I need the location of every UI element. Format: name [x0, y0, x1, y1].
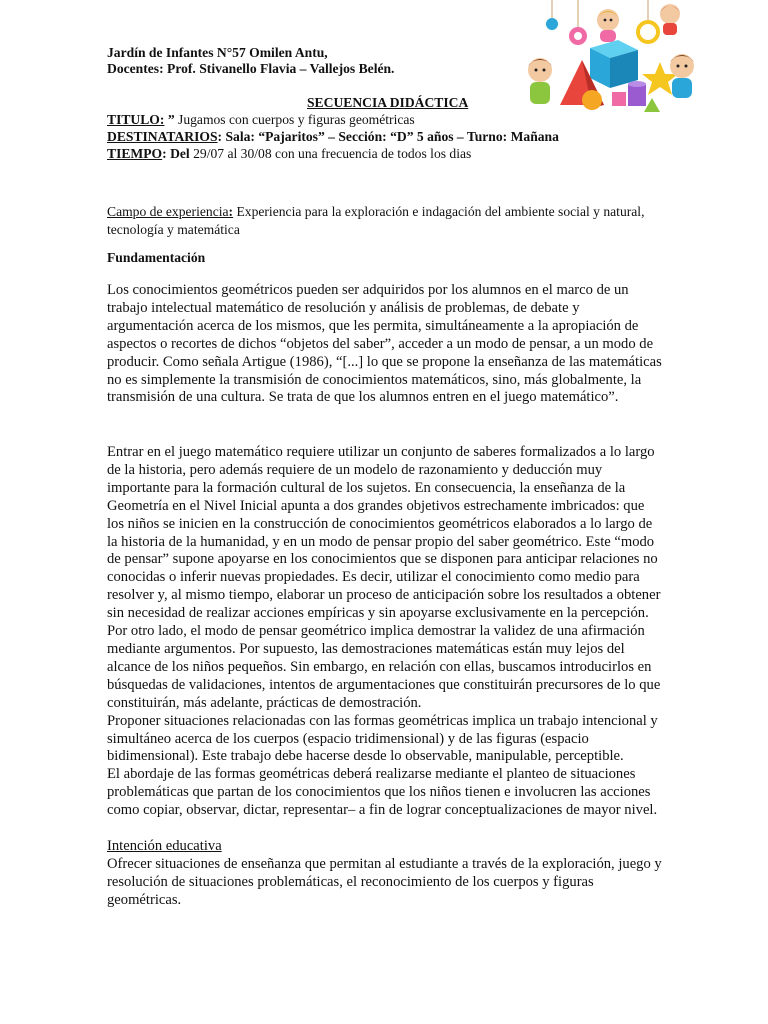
titulo-label: TITULO: — [107, 112, 165, 127]
titulo-row — [107, 111, 707, 128]
tiempo-value: 29/07 al 30/08 con una frecuencia de todos los dias — [189, 146, 472, 161]
school-header — [107, 45, 394, 77]
fundamentacion-heading: Fundamentación — [107, 250, 206, 265]
destinatarios-label: DESTINATARIOS — [107, 129, 218, 144]
campo-value: Experiencia para la exploración e indagación del ambiente social y natural, tecnología y matemática — [107, 204, 645, 237]
tiempo-bold: : Del — [162, 146, 190, 161]
paragraph-3: Proponer situaciones relacionadas con las formas geométricas implica un trabajo intencional y simultáneo acerca de los cuerpos (espacio tridimensional) y de las figuras (espacio bidimensional). Este trabajo debe hacerse desde lo observable, manipulable, perceptible. — [107, 712, 658, 765]
intencion-text: Ofrecer situaciones de enseñanza que permitan al estudiante a través de la exploración, juego y resolución de situaciones problemáticas, el reconocimiento de los cuerpos y figuras geométricas. — [107, 855, 662, 908]
destinatarios-row — [107, 128, 707, 145]
intencion-heading: Intención educativa — [107, 838, 222, 855]
tiempo-label: TIEMPO — [107, 146, 163, 161]
school-name: Jardín de Infantes N°57 Omilen Antu, — [107, 45, 328, 60]
document-title: SECUENCIA DIDÁCTICA — [307, 95, 469, 110]
paragraph-4: El abordaje de las formas geométricas deberá realizarse mediante el planteo de situaciones problemáticas que partan de los conocimientos que los niños tienen e involucren las acciones como copiar, observar, dictar, representar– a fin de lograr conceptualizaciones de mayor nivel. — [107, 766, 658, 819]
spacer — [107, 820, 663, 838]
document-metadata — [107, 111, 707, 162]
tiempo-row — [107, 145, 707, 162]
titulo-quote: ” — [164, 112, 175, 127]
teachers-line: Docentes: Prof. Stivanello Flavia – Vallejos Belén. — [107, 61, 395, 76]
body-section — [107, 444, 663, 910]
paragraph-1: Los conocimientos geométricos pueden ser adquiridos por los alumnos en el marco de un trabajo intelectual matemático de resolución y análisis de problemas, de debate y argumentación acerca de los mismos, que les permita, simultáneamente a la apropiación de aspectos o recortes de dichos “objetos del saber”, acceder a un modo de pensar, a un modo de producir. Como señala Artigue (1986), “[...] lo que se propone la enseñanza de las matemáticas no es simplemente la transmisión de conocimientos matemáticos, sino, más globalmente, la transmisión de una cultura. Se trata de que los alumnos entren en el juego matemático”. — [107, 282, 662, 406]
paragraph-2: Entrar en el juego matemático requiere utilizar un conjunto de saberes formalizados a lo largo de la historia, pero además requiere de un modelo de razonamiento y deducción muy importante para la formación cultural de los sujetos. En consecuencia, la enseñanza de la Geometría en el Nivel Inicial apunta a dos grandes objetivos estrechamente imbricados: que los niños se inicien en la construcción de conocimientos geométricos elaborados a lo largo de la historia de la humanidad, y en un modo de pensar propio del saber geométrico. Este “modo de pensar” supone apoyarse en los conocimientos que se disponen para anticipar relaciones no conocidas o inferir nuevas propiedades. Es decir, utilizar el conocimiento como medio para resolver y, al mismo tiempo, elaborar un proceso de anticipación sobre los resultados a obtener sin necesidad de realizar acciones empíricas y sin apoyarse exclusivamente en la percepción. Por otro lado, el modo de pensar geométrico implica demostrar la validez de una afirmación mediante argumentos. Por supuesto, las demostraciones matemáticas están muy lejos del alcance de los niños pequeños. Sin embargo, en relación con ellas, buscamos introducirlos en búsquedas de validaciones, intentos de argumentaciones que constituirán precursores de lo que constituirán, más adelante, prácticas de demostración. — [107, 444, 661, 711]
titulo-value: Jugamos con cuerpos y figuras geométricas — [174, 112, 415, 127]
campo-colon: : — [228, 204, 234, 219]
campo-experiencia — [107, 203, 667, 239]
kids-geometric-shapes-illustration — [520, 0, 700, 118]
campo-label: Campo de experiencia — [107, 204, 229, 219]
destinatarios-value: : Sala: “Pajaritos” – Sección: “D” 5 años – Turno: Mañana — [217, 129, 559, 144]
